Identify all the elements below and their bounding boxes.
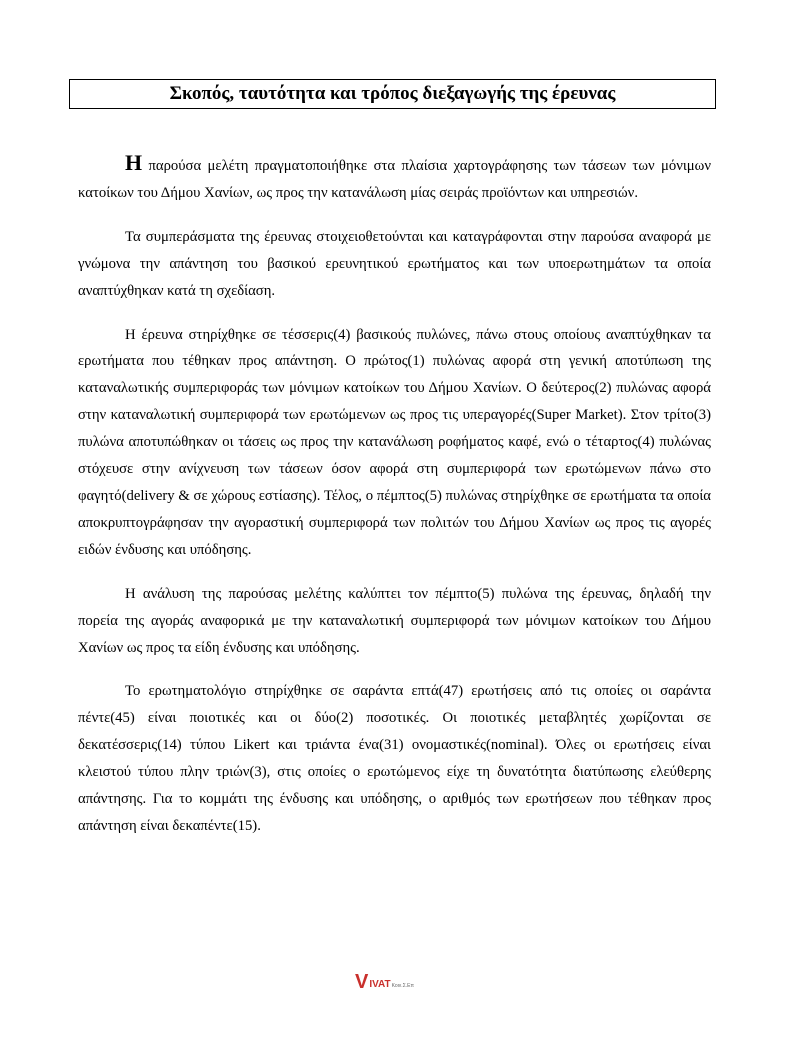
logo-subtext: Κοιν.Σ.Επ xyxy=(391,983,414,989)
document-body xyxy=(78,150,711,857)
paragraph-intro xyxy=(78,150,711,207)
paragraph-intro-text: παρούσα μελέτη πραγματοποιήθηκε στα πλαίσια χαρτογράφησης των τάσεων των μόνιμων κατοίκων του Δήμου Χανίων, ως προς την κατανάλωση μίας σειράς προϊόντων και υπηρεσιών. xyxy=(78,158,711,201)
logo-wordmark: IVAT xyxy=(369,979,391,990)
logo-initial: V xyxy=(355,971,369,993)
page-heading: Σκοπός, ταυτότητα και τρόπος διεξαγωγής της έρευνας xyxy=(169,83,616,104)
paragraph-conclusions: Τα συμπεράσματα της έρευνας στοιχειοθετούνται και καταγράφονται στην παρούσα αναφορά με γνώμονα την απάντηση του βασικού ερευνητικού ερωτήματος και των υποερωτημάτων τα οποία αναπτύχθηκαν κατά τη σχεδίαση. xyxy=(78,228,711,299)
vivat-logo xyxy=(355,968,445,992)
paragraph-pillars: Η έρευνα στηρίχθηκε σε τέσσερις(4) βασικούς πυλώνες, πάνω στους οποίους αναπτύχθηκαν τα ερωτήματα που τέθηκαν προς απάντηση. Ο πρώτος(1) πυλώνας αφορά στη γενική αποτύπωση της καταναλωτικής συμπεριφοράς των μόνιμων κατοίκων του Δήμου Χανίων. Ο δεύτερος(2) πυλώνας αφορά στην καταναλωτική συμπεριφορά των ερωτώμενων ως προς τις υπεραγορές(Super Market). Στον τρίτο(3) πυλώνα αποτυπώθηκαν οι τάσεις ως προς την κατανάλωση ροφήματος καφέ, ενώ ο τέταρτος(4) πυλώνας στόχευσε στην ανίχνευση των τάσεων όσον αφορά στη συμπεριφορά των ερωτώμενων πάνω στο φαγητό(delivery & σε χώρους εστίασης). Τέλος, ο πέμπτος(5) πυλώνας στηρίχθηκε σε ερωτήματα τα οποία αποκρυπτογράφησαν την αγοραστική συμπεριφορά των πολιτών του Δήμου Χανίων ως προς τις αγορές ειδών ένδυσης και υπόδησης. xyxy=(78,326,711,558)
dropcap: Η xyxy=(125,150,143,175)
heading-box xyxy=(69,79,716,109)
paragraph-analysis-scope: Η ανάλυση της παρούσας μελέτης καλύπτει τον πέμπτο(5) πυλώνα της έρευνας, δηλαδή την πορεία της αγοράς αναφορικά με την καταναλωτική συμπεριφορά των μόνιμων κατοίκων του Δήμου Χανίων ως προς τα είδη ένδυσης και υπόδησης. xyxy=(78,585,711,656)
paragraph-questionnaire: Το ερωτηματολόγιο στηρίχθηκε σε σαράντα επτά(47) ερωτήσεις από τις οποίες οι σαράντα πέντε(45) είναι ποιοτικές και οι δύο(2) ποσοτικές. Οι ποιοτικές μεταβλητές χωρίζονται σε δεκατέσσερις(14) τύπου Likert και τριάντα ένα(31) ονομαστικές(nominal). Όλες οι ερωτήσεις είναι κλειστού τύπου πλην τριών(3), στις οποίες ο ερωτώμενος είχε τη δυνατότητα διατύπωσης ελεύθερης απάντησης. Για το κομμάτι της ένδυσης και υπόδησης, ο αριθμός των ερωτήσεων που τέθηκαν προς απάντηση είναι δεκαπέντε(15). xyxy=(78,683,711,834)
